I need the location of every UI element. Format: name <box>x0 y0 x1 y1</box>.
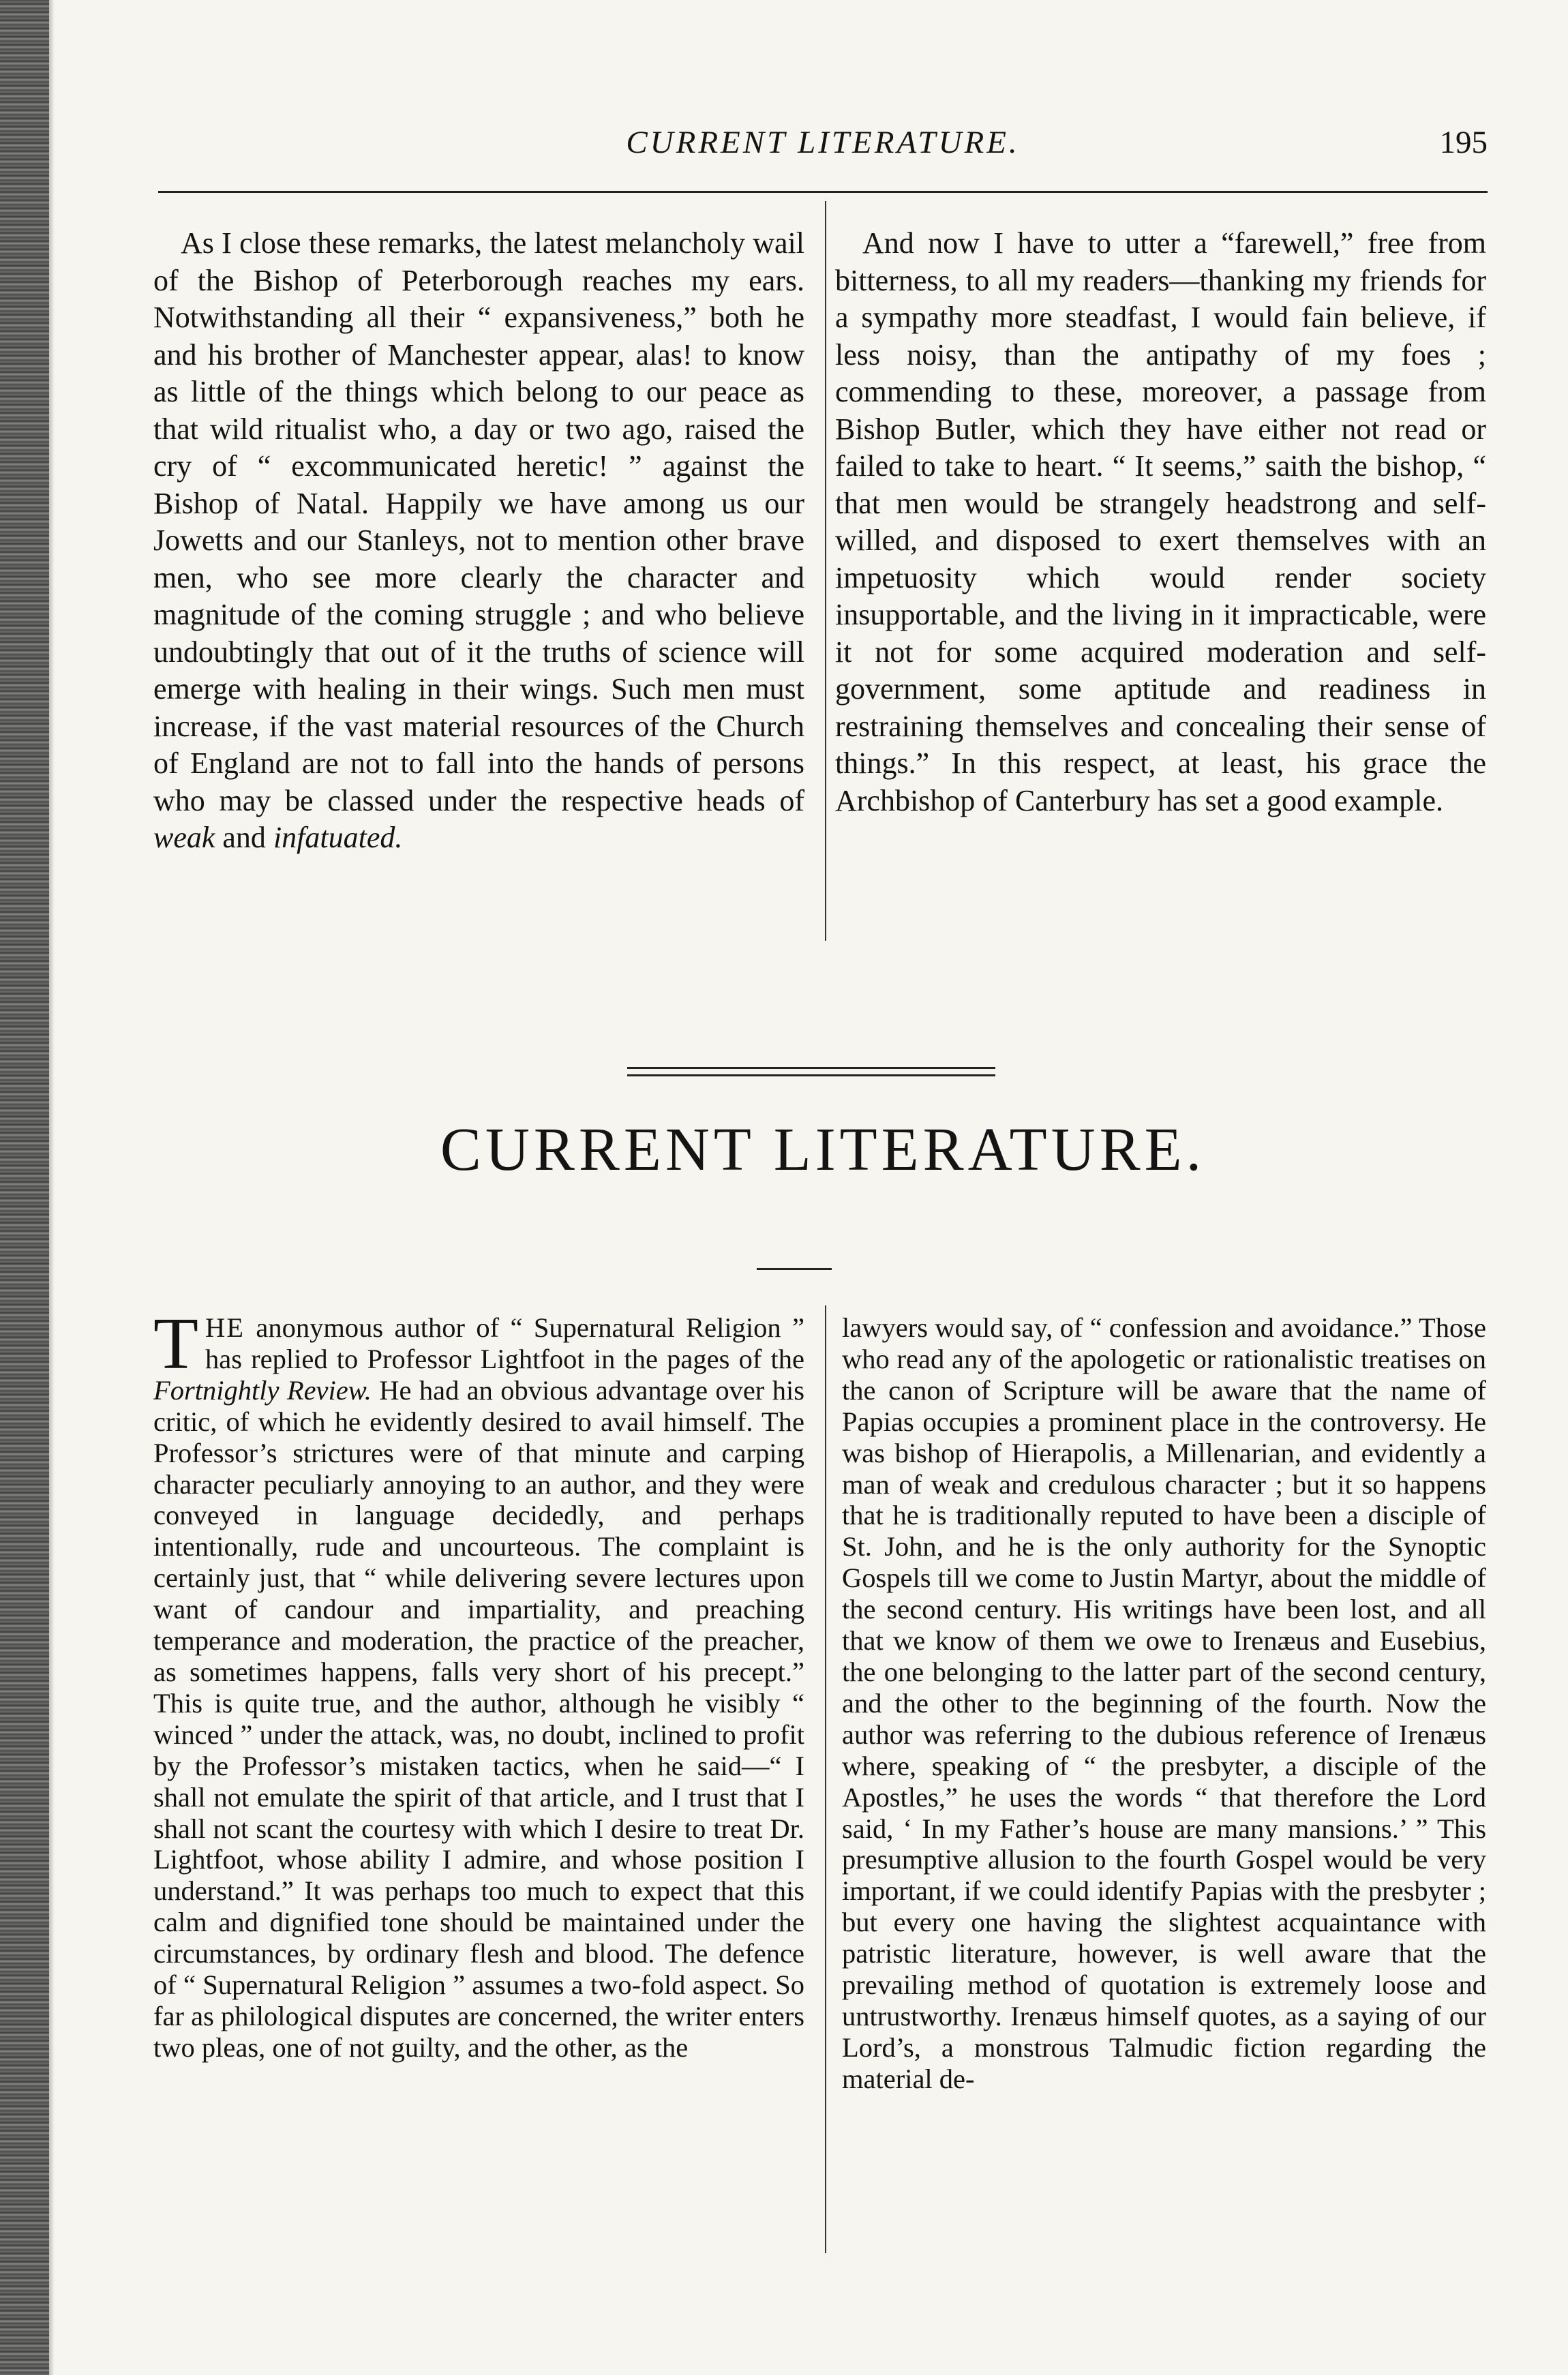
bottom-column-divider <box>825 1305 826 2253</box>
closing-remarks-paragraph: As I close these remarks, the latest melancholy wail of the Bishop of Peterborough reaches my ears. Notwithstanding all their “ expansiveness,” both he and his brother of Manchester appear, alas! to know as little of the things which belong to our peace as that wild ritualist who, a day or two ago, raised the cry of “ excommunicated heretic! ” against the Bishop of Natal. Happily we have among us our Jowetts and our Stanleys, not to mention other brave men, who see more clearly the character and magnitude of the coming struggle ; and who believe undoubtingly that out of it the truths of science will emerge with healing in their wings. Such men must increase, if the vast material resources of the Church of England are not to fall into the hands of persons who may be classed under the respective heads of weak and infatuated. <box>153 226 804 854</box>
papias-paragraph: lawyers would say, of “ confession and avoidance.” Those who read any of the apologetic or rationalistic treatises on the canon of Scripture will be aware that the name of Papias occupies a prominent place in the controversy. He was bishop of Hierapolis, a Millenarian, and evidently a man of weak and credulous character ; but it so happens that he is traditionally reputed to have been a disciple of St. John, and he is the only authority for the Synoptic Gospels till we come to Justin Martyr, about the middle of the second century. His writings have been lost, and all that we know of them we owe to Irenæus and Eusebius, the one belonging to the latter part of the second century, and the other to the beginning of the fourth. Now the author was referring to the dubious reference of Irenæus where, speaking of “ the presbyter, a disciple of the Apostles,” he uses the words “ that therefore the Lord said, ‘ In my Father’s house are many mansions.’ ” This presumptive allusion to the fourth Gospel would be very important, if we could identify Papias with the presbyter ; but every one having the slightest acquaintance with patristic literature, however, is well aware that the prevailing method of quotation is extremely loose and untrustworthy. Irenæus himself quotes, as a saying of our Lord’s, a monstrous Talmudic fiction regarding the material de- <box>842 1312 1486 2094</box>
drop-cap: T <box>153 1303 198 1385</box>
top-left-column <box>153 225 804 857</box>
header-rule <box>158 191 1488 193</box>
page-number: 195 <box>1439 125 1488 160</box>
farewell-paragraph: And now I have to utter a “farewell,” free from bitterness, to all my readers—thanking my friends for a sympathy more steadfast, I would fain believe, if less noisy, than the antipathy of my foes ; commending to these, moreover, a passage from Bishop Butler, which they have either not read or failed to take to heart. “ It seems,” saith the bishop, “ that men would be strangely headstrong and self-willed, and disposed to exert themselves with an impetuosity which would render society insupportable, and the living in it impracticable, were it not for some acquired moderation and self-government, some aptitude and readiness in restraining themselves and concealing their sense of things.” In this respect, at least, his grace the Archbishop of Canterbury has set a good example. <box>835 226 1486 817</box>
running-head-title: CURRENT LITERATURE. <box>626 125 1020 160</box>
top-column-divider <box>825 201 826 941</box>
section-short-rule <box>757 1268 832 1270</box>
running-head <box>158 121 1488 169</box>
bottom-right-column <box>842 1312 1486 2095</box>
top-right-column <box>835 225 1486 819</box>
review-opening-paragraph: THE anonymous author of “ Supernatural Religion ” has replied to Professor Lightfoot in the pages of the Fortnightly Review. He had an obvious advantage over his critic, of which he evidently desired to avail himself. The Professor’s strictures were of that minute and carping character peculiarly annoying to an author, and they were conveyed in language decidedly, and perhaps intentionally, rude and uncourteous. The complaint is certainly just, that “ while delivering severe lectures upon want of candour and impartiality, and preaching temperance and moderation, the practice of the preacher, as sometimes happens, falls very short of his precept.” This is quite true, and the author, although he visibly “ winced ” under the attack, was, no doubt, inclined to profit by the Professor’s mistaken tactics, when he said—“ I shall not emulate the spirit of that article, and I trust that I shall not scant the courtesy with which I desire to treat Dr. Lightfoot, whose ability I admire, and whose position I understand.” It was perhaps too much to expect that this calm and dignified tone should be maintained under the circumstances, by ordinary flesh and blood. The defence of “ Supernatural Religion ” assumes a two-fold aspect. So far as philological disputes are concerned, the writer enters two pleas, one of not guilty, and the other, as the <box>153 1303 804 2063</box>
page-binding-edge <box>0 0 49 2375</box>
section-double-rule <box>627 1067 995 1076</box>
section-title: CURRENT LITERATURE. <box>440 1116 1206 1183</box>
bottom-left-column <box>153 1303 804 2063</box>
